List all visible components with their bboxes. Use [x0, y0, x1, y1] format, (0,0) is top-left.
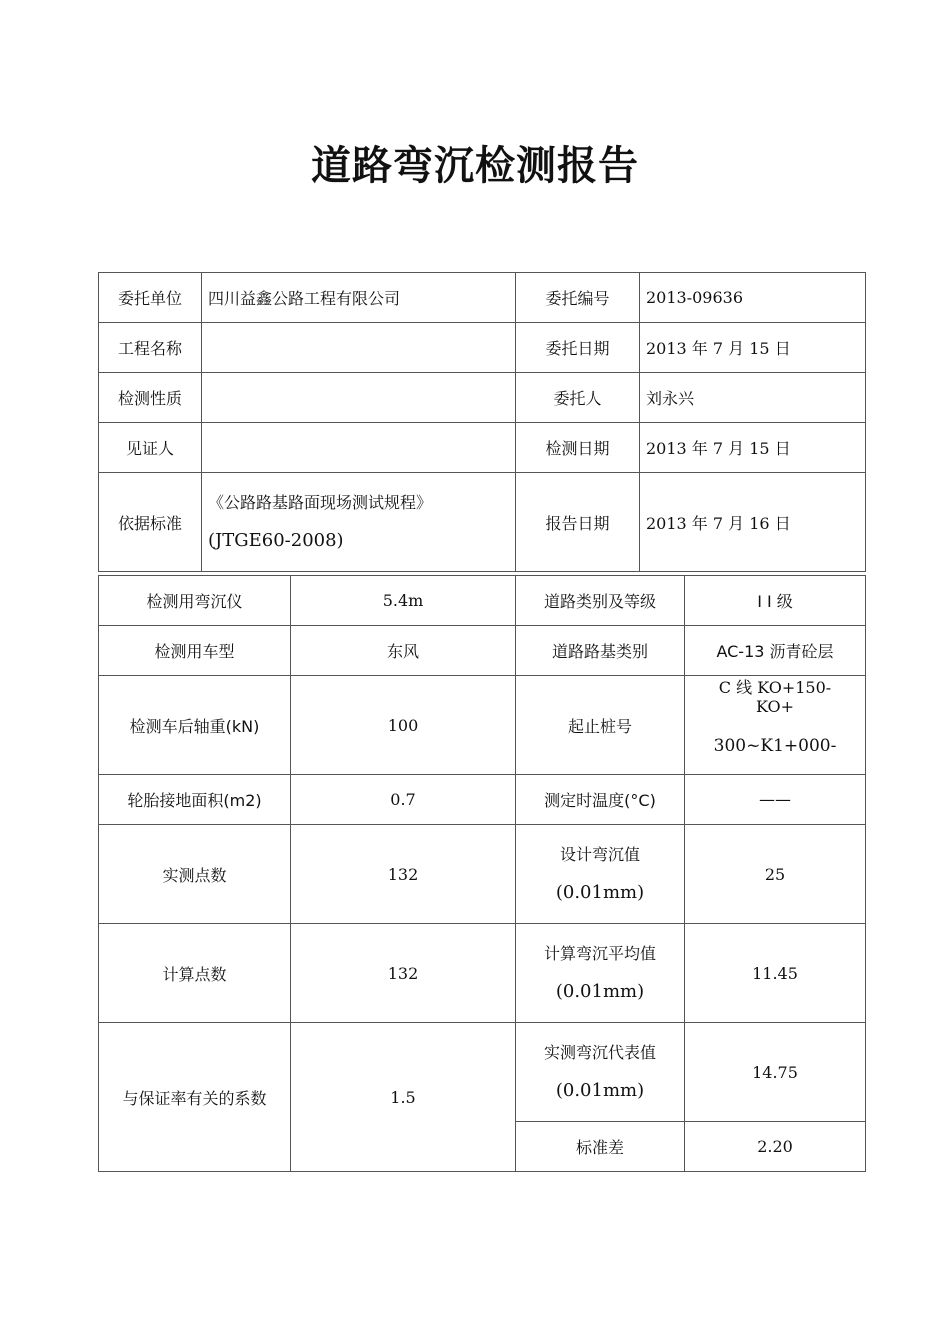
report-info-table — [98, 272, 866, 572]
design-deflection-label — [516, 825, 685, 924]
rep-deflection-label — [516, 1023, 685, 1122]
order-no-label: 委托编号 — [516, 273, 640, 323]
avg-deflection-unit: (0.01mm) — [555, 980, 645, 1002]
client-value: 四川益鑫公路工程有限公司 — [202, 273, 516, 323]
order-no-value: 2013-09636 — [640, 273, 866, 323]
report-date-value: 2013 年 7 月 16 日 — [640, 473, 866, 572]
station-line: 300~K1+000- — [713, 736, 837, 757]
standard-name: 《公路路基路面现场测试规程》 — [208, 492, 433, 512]
page-title: 道路弯沉检测报告 — [311, 143, 639, 189]
temp-label: 测定时温度(°C) — [516, 775, 685, 825]
base-type-value: AC-13 沥青砼层 — [685, 626, 866, 676]
test-date-label: 检测日期 — [516, 423, 640, 473]
report-date-label: 报告日期 — [516, 473, 640, 572]
nature-label: 检测性质 — [99, 373, 202, 423]
calc-points-label: 计算点数 — [99, 924, 291, 1023]
table-row — [99, 775, 866, 825]
standard-label: 依据标准 — [99, 473, 202, 572]
axle-load-label: 检测车后轴重(kN) — [99, 676, 291, 775]
nature-value — [202, 373, 516, 423]
vehicle-label: 检测用车型 — [99, 626, 291, 676]
table-row — [99, 676, 866, 775]
instrument-label: 检测用弯沉仪 — [99, 576, 291, 626]
standard-value — [202, 473, 516, 572]
measured-points-label: 实测点数 — [99, 825, 291, 924]
table-row — [99, 323, 866, 373]
order-date-label: 委托日期 — [516, 323, 640, 373]
table-row — [99, 1023, 866, 1122]
project-value — [202, 323, 516, 373]
coefficient-value: 1.5 — [291, 1023, 516, 1172]
witness-value — [202, 423, 516, 473]
design-deflection-unit: (0.01mm) — [555, 881, 645, 903]
station-line: C 线 KO+150- — [718, 678, 832, 697]
table-row — [99, 473, 866, 572]
station-line: KO+ — [755, 697, 795, 717]
axle-load-value: 100 — [291, 676, 516, 775]
witness-label: 见证人 — [99, 423, 202, 473]
table-row — [99, 924, 866, 1023]
rep-deflection-unit: (0.01mm) — [555, 1079, 645, 1101]
std-dev-label: 标准差 — [516, 1122, 685, 1172]
measured-points-value: 132 — [291, 825, 516, 924]
test-date-value: 2013 年 7 月 15 日 — [640, 423, 866, 473]
base-type-label: 道路路基类别 — [516, 626, 685, 676]
coefficient-label: 与保证率有关的系数 — [99, 1023, 291, 1172]
road-class-value: I I 级 — [685, 576, 866, 626]
avg-deflection-name: 计算弯沉平均值 — [543, 943, 656, 963]
rep-deflection-name: 实测弯沉代表值 — [543, 1042, 656, 1062]
avg-deflection-label — [516, 924, 685, 1023]
entrust-person-value: 刘永兴 — [640, 373, 866, 423]
deflection-test-table — [98, 575, 866, 1172]
design-deflection-name: 设计弯沉值 — [559, 844, 640, 864]
road-class-label: 道路类别及等级 — [516, 576, 685, 626]
avg-deflection-value: 11.45 — [685, 924, 866, 1023]
instrument-value: 5.4m — [291, 576, 516, 626]
vehicle-value: 东风 — [291, 626, 516, 676]
table-row — [99, 825, 866, 924]
rep-deflection-value: 14.75 — [685, 1023, 866, 1122]
table-row — [99, 273, 866, 323]
table-row — [99, 576, 866, 626]
table-row — [99, 423, 866, 473]
order-date-value: 2013 年 7 月 15 日 — [640, 323, 866, 373]
project-label: 工程名称 — [99, 323, 202, 373]
table-row — [99, 373, 866, 423]
design-deflection-value: 25 — [685, 825, 866, 924]
standard-code: (JTGE60-2008) — [208, 529, 344, 551]
station-label: 起止桩号 — [516, 676, 685, 775]
entrust-person-label: 委托人 — [516, 373, 640, 423]
calc-points-value: 132 — [291, 924, 516, 1023]
std-dev-value: 2.20 — [685, 1122, 866, 1172]
table-row — [99, 626, 866, 676]
tire-area-label: 轮胎接地面积(m2) — [99, 775, 291, 825]
client-label: 委托单位 — [99, 273, 202, 323]
temp-value: —— — [685, 775, 866, 825]
tire-area-value: 0.7 — [291, 775, 516, 825]
station-value — [685, 676, 866, 775]
